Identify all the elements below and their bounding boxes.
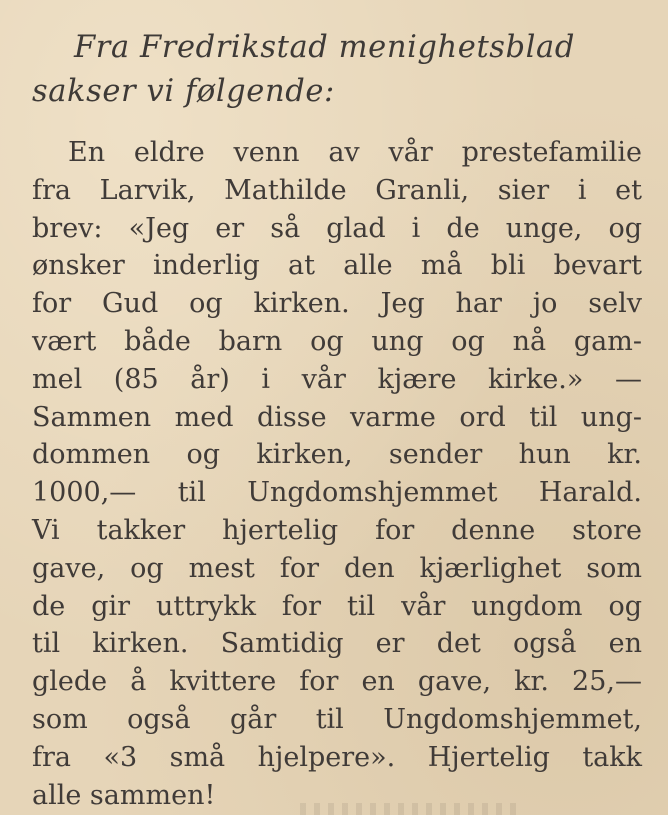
body-line: alle sammen! xyxy=(32,779,216,811)
body-line: En eldre venn av vår prestefamilie xyxy=(68,137,642,168)
body-line: dommen og kirken, sender hun kr. xyxy=(32,439,642,471)
body-line: brev: «Jeg er så glad i de unge, og xyxy=(32,212,642,244)
body-line: ønsker inderlig at alle må bli bevart xyxy=(32,250,642,282)
article-body xyxy=(32,134,642,814)
body-line: fra Larvik, Mathilde Granli, sier i et xyxy=(32,174,642,206)
body-line: for Gud og kirken. Jeg har jo selv xyxy=(32,288,642,320)
body-line: gave, og mest for den kjærlighet som xyxy=(32,552,642,584)
next-line-bleed xyxy=(300,803,520,815)
heading-line-1: Fra Fredrikstad menighetsblad xyxy=(74,30,575,65)
body-line: til kirken. Samtidig er det også en xyxy=(32,628,642,660)
heading-line-2: sakser vi følgende: xyxy=(32,74,335,109)
body-line: vært både barn og ung og nå gam- xyxy=(32,325,642,357)
body-line: 1000,— til Ungdomshjemmet Harald. xyxy=(32,477,642,509)
body-line: Vi takker hjertelig for denne store xyxy=(32,514,642,546)
body-line: de gir uttrykk for til vår ungdom og xyxy=(32,590,642,622)
body-line: fra «3 små hjelpere». Hjertelig takk xyxy=(32,741,642,773)
body-line: som også går til Ungdomshjemmet, xyxy=(32,703,642,735)
body-line: Sammen med disse varme ord til ung- xyxy=(32,401,642,433)
article-heading xyxy=(32,26,652,114)
body-line: mel (85 år) i vår kjære kirke.» — xyxy=(32,363,642,395)
body-line: glede å kvittere for en gave, kr. 25,— xyxy=(32,666,642,698)
